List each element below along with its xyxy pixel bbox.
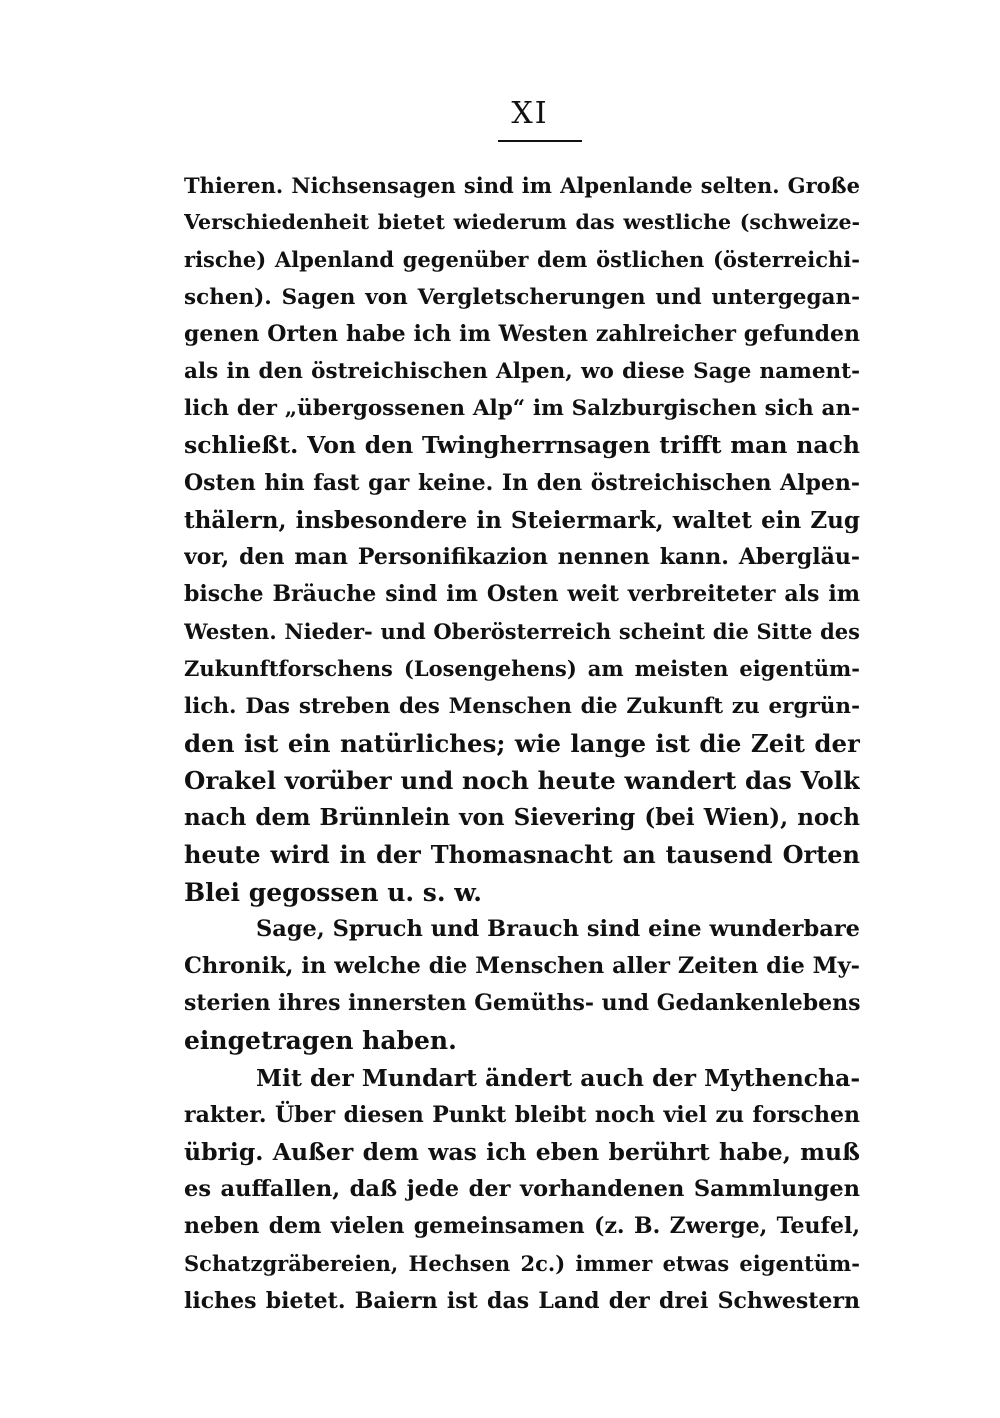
text-line: sterien ihres innersten Gemüths- und Gedankenlebens xyxy=(184,990,860,1017)
header-rule xyxy=(498,140,582,142)
text-line: schen). Sagen von Vergletscherungen und untergegan- xyxy=(184,284,860,310)
text-line: neben dem vielen gemeinsamen (z. B. Zwerge, Teufel, xyxy=(184,1213,860,1240)
text-line: übrig. Außer dem was ich eben berührt habe, muß xyxy=(184,1137,860,1166)
text-line: Westen. Nieder- und Oberösterreich scheint die Sitte des xyxy=(184,619,860,645)
text-line: nach dem Brünnlein von Sievering (bei Wien), noch xyxy=(184,804,860,832)
text-line: rische) Alpenland gegenüber dem östlichen (österreichi- xyxy=(184,247,860,273)
paragraph-start-line: Sage, Spruch und Brauch sind eine wunderbare xyxy=(256,915,860,942)
text-line: den ist ein natürliches; wie lange ist die Zeit der xyxy=(184,728,860,758)
text-line: Chronik, in welche die Menschen aller Zeiten die My- xyxy=(184,952,860,979)
paragraph-end-line: Blei gegossen u. s. w. xyxy=(184,877,482,907)
paragraph-end-line: eingetragen haben. xyxy=(184,1026,457,1056)
text-line: lich. Das streben des Menschen die Zukunft zu ergrün- xyxy=(184,693,860,719)
text-line: genen Orten habe ich im Westen zahlreicher gefunden xyxy=(184,320,860,347)
text-line: schließt. Von den Twingherrnsagen trifft man nach xyxy=(184,431,860,460)
text-line: heute wird in der Thomasnacht an tausend Orten xyxy=(184,840,860,870)
text-line: als in den östreichischen Alpen, wo diese Sage nament- xyxy=(184,358,860,384)
text-line: bische Bräuche sind im Osten weit verbreiteter als im xyxy=(184,581,860,608)
text-line: Orakel vorüber und noch heute wandert das Volk xyxy=(184,766,860,795)
text-line: Verschiedenheit bietet wiederum das westliche (schweize- xyxy=(184,210,860,235)
text-line: Osten hin fast gar keine. In den östreichischen Alpen- xyxy=(184,469,860,496)
text-line: Zukunftforschens (Losengehens) am meisten eigentüm- xyxy=(184,656,860,682)
text-line: liches bietet. Baiern ist das Land der drei Schwestern xyxy=(184,1287,860,1314)
text-line: lich der „übergossenen Alp“ im Salzburgischen sich an- xyxy=(184,396,860,422)
text-line: es auffallen, daß jede der vorhandenen Sammlungen xyxy=(184,1176,860,1203)
text-line: Schatzgräbereien, Hechsen 2c.) immer etwas eigentüm- xyxy=(184,1251,860,1277)
text-line: Thieren. Nichsensagen sind im Alpenlande selten. Große xyxy=(184,173,860,198)
paragraph-start-line: Mit der Mundart ändert auch der Mythencha- xyxy=(256,1063,860,1092)
body-text xyxy=(184,167,860,1320)
text-line: vor, den man Personifikazion nennen kann. Abergläu- xyxy=(184,543,860,570)
page-number: XI xyxy=(511,96,549,131)
text-line: rakter. Über diesen Punkt bleibt noch viel zu forschen xyxy=(184,1101,860,1128)
text-line: thälern, insbesondere in Steiermark, waltet ein Zug xyxy=(184,506,860,534)
